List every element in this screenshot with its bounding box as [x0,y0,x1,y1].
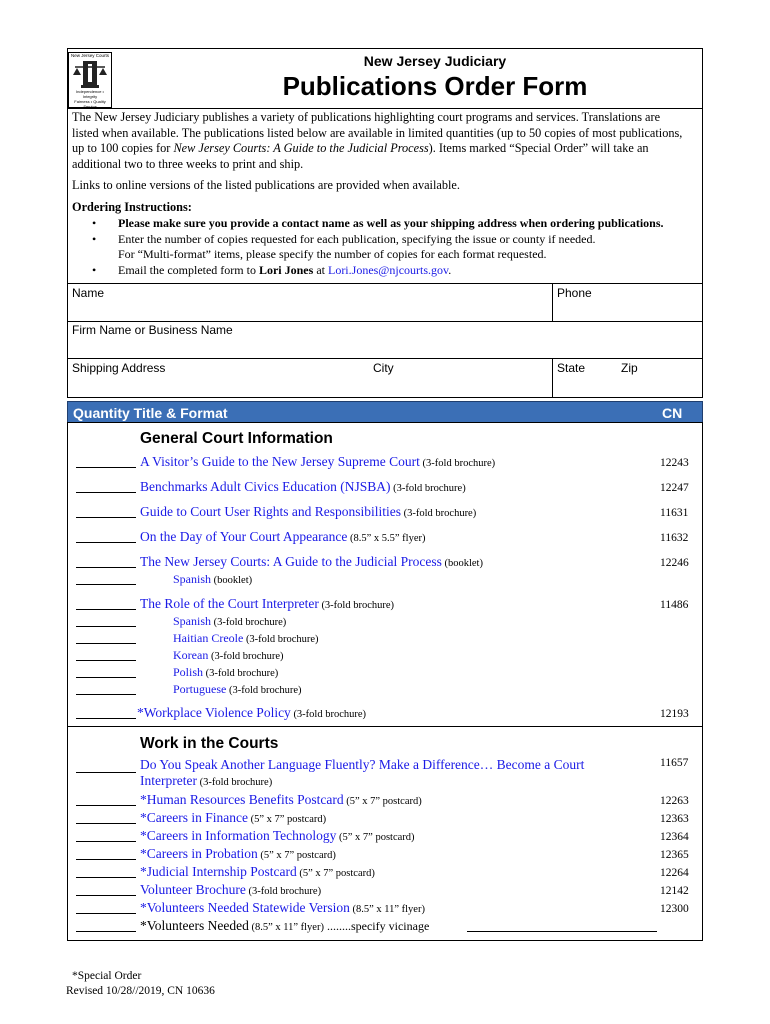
footer-special-order: *Special Order [72,970,142,982]
table-header-cn: CN [662,405,683,421]
bullet-icon: • [92,232,97,246]
quantity-blank[interactable] [76,660,136,661]
pub-interpreter-korean[interactable]: Korean (3-fold brochure) [173,648,284,662]
cn-12247: 12247 [660,482,689,494]
intro-line-4: additional two to three weeks to print and ship. [72,156,304,171]
quantity-blank[interactable] [76,823,136,824]
cn-11657: 11657 [660,757,689,769]
pub-careers-probation[interactable]: *Careers in Probation (5” x 7” postcard) [140,846,336,861]
contact-email-link[interactable]: Lori.Jones@njcourts.gov [327,263,449,277]
cn-12263: 12263 [660,795,689,807]
header-box [67,48,703,109]
quantity-blank[interactable] [76,609,136,610]
quantity-blank[interactable] [76,677,136,678]
footer-revised: Revised 10/28//2019, CN 10636 [66,985,215,997]
instruction-3-post: . [448,263,452,277]
city-field[interactable]: City [373,361,394,375]
cn-12193: 12193 [660,708,689,720]
quantity-blank[interactable] [76,467,136,468]
state-field[interactable]: State [557,361,586,375]
bullet-icon: • [92,216,97,230]
quantity-blank[interactable] [76,626,136,627]
cn-11631: 11631 [660,507,689,519]
quantity-blank[interactable] [76,841,136,842]
bullet-icon: • [92,263,97,277]
intro-box [67,108,703,284]
quantity-blank[interactable] [76,805,136,806]
instruction-2b: For “Multi-format” items, please specify the number of copies for each format requested. [118,247,547,261]
pub-interpreter-spanish[interactable]: Spanish (3-fold brochure) [173,614,287,628]
instruction-2a: Enter the number of copies requested for each publication, specifying the issue or county if needed. [118,232,596,246]
pub-visitors-guide[interactable]: A Visitor’s Guide to the New Jersey Supreme Court (3-fold brochure) [140,454,496,469]
cn-11486: 11486 [660,599,689,611]
org-name: New Jersey Judiciary [363,53,507,69]
pub-workplace-violence[interactable]: *Workplace Violence Policy (3-fold brochure) [137,705,367,720]
field-divider [67,358,703,359]
quantity-blank[interactable] [76,913,136,914]
pub-benchmarks[interactable]: Benchmarks Adult Civics Education (NJSBA) (3-fold brochure) [140,479,466,494]
page-title: Publications Order Form [282,71,588,101]
phone-field[interactable]: Phone [557,286,592,300]
logo-bottom-text: Fairness • Quality Service [74,99,106,109]
pub-volunteer-brochure[interactable]: Volunteer Brochure (3-fold brochure) [140,882,322,897]
quantity-blank[interactable] [76,517,136,518]
quantity-blank[interactable] [76,584,136,585]
pub-user-rights[interactable]: Guide to Court User Rights and Responsibilities (3-fold brochure) [140,504,477,519]
cn-12243: 12243 [660,457,689,469]
intro-links-note: Links to online versions of the listed publications are provided when available. [72,178,460,192]
quantity-blank[interactable] [76,895,136,896]
quantity-blank[interactable] [76,718,136,719]
pub-interpreter-polish[interactable]: Polish (3-fold brochure) [173,665,279,679]
instruction-3-pre: Email the completed form to [118,263,259,277]
pub-become-interpreter[interactable]: Do You Speak Another Language Fluently? Make a Difference… Become a Court [140,757,585,772]
pub-volunteers-statewide[interactable]: *Volunteers Needed Statewide Version (8.5” x 11” flyer) [140,900,425,915]
field-divider [552,283,553,321]
quantity-blank[interactable] [76,877,136,878]
field-divider [67,321,703,322]
intro-line-2: listed when available. The publications listed below are available in limited quantities (up to 50 copies of most publications, [72,125,683,140]
pub-guide-judicial-process[interactable]: The New Jersey Courts: A Guide to the Judicial Process (booklet) [140,554,483,569]
quantity-blank[interactable] [76,542,136,543]
quantity-blank[interactable] [76,643,136,644]
pub-careers-finance[interactable]: *Careers in Finance (5” x 7” postcard) [140,810,327,825]
quantity-blank[interactable] [76,694,136,695]
intro-line-1: The New Jersey Judiciary publishes a variety of publications highlighting court programs and services. Translations are [72,110,661,124]
quantity-blank[interactable] [76,772,136,773]
pub-guide-spanish[interactable]: Spanish (booklet) [173,572,253,586]
pub-day-of-appearance[interactable]: On the Day of Your Court Appearance (8.5” x 5.5” flyer) [140,529,426,544]
pub-interpreter-haitian-creole[interactable]: Haitian Creole (3-fold brochure) [173,631,319,645]
instruction-1: Please make sure you provide a contact name as well as your shipping address when ordering publications. [118,216,664,230]
logo-top-text: New Jersey Courts [70,53,109,58]
cn-12364: 12364 [660,831,689,843]
instructions-heading: Ordering Instructions: [72,200,192,214]
table-header-left: Quantity Title & Format [73,405,228,421]
cn-12264: 12264 [660,867,689,879]
intro-guide-title: New Jersey Courts: A Guide to the Judicial Process [173,141,429,155]
section-heading-work: Work in the Courts [140,735,279,752]
pub-careers-it[interactable]: *Careers in Information Technology (5” x 7” postcard) [140,828,415,843]
contact-name: Lori Jones [258,263,314,277]
field-divider [552,358,553,398]
contact-fields-box [67,283,703,398]
cn-12246: 12246 [660,557,689,569]
pub-hr-benefits[interactable]: *Human Resources Benefits Postcard (5” x 7” postcard) [140,792,422,807]
name-field[interactable]: Name [72,286,105,300]
pub-volunteers-needed[interactable]: *Volunteers Needed (8.5” x 11” flyer) ........specify vicinage [140,918,430,933]
quantity-blank[interactable] [76,492,136,493]
logo-mid-text: Independence • Integrity [76,89,104,99]
cn-12142: 12142 [660,885,689,897]
intro-line-3-pre: up to 100 copies for [72,141,174,155]
quantity-blank[interactable] [76,931,136,932]
cn-12300: 12300 [660,903,689,915]
zip-field[interactable]: Zip [621,361,638,375]
vicinage-blank[interactable] [467,931,657,932]
pub-court-interpreter[interactable]: The Role of the Court Interpreter (3-fold brochure) [140,596,395,611]
section-heading-general: General Court Information [140,430,333,447]
quantity-blank[interactable] [76,859,136,860]
cn-11632: 11632 [660,532,689,544]
pub-interpreter-portuguese[interactable]: Portuguese (3-fold brochure) [173,682,302,696]
pub-judicial-internship[interactable]: *Judicial Internship Postcard (5” x 7” postcard) [140,864,375,879]
cn-12365: 12365 [660,849,689,861]
shipping-address-field[interactable]: Shipping Address [72,361,166,375]
cn-12363: 12363 [660,813,689,825]
pub-become-interpreter-cont[interactable]: Interpreter (3-fold brochure) [140,773,273,788]
firm-name-field[interactable]: Firm Name or Business Name [72,323,233,337]
instruction-3-mid: at [313,263,328,277]
intro-line-3-post: ). Items marked “Special Order” will take an [428,141,649,155]
quantity-blank[interactable] [76,567,136,568]
